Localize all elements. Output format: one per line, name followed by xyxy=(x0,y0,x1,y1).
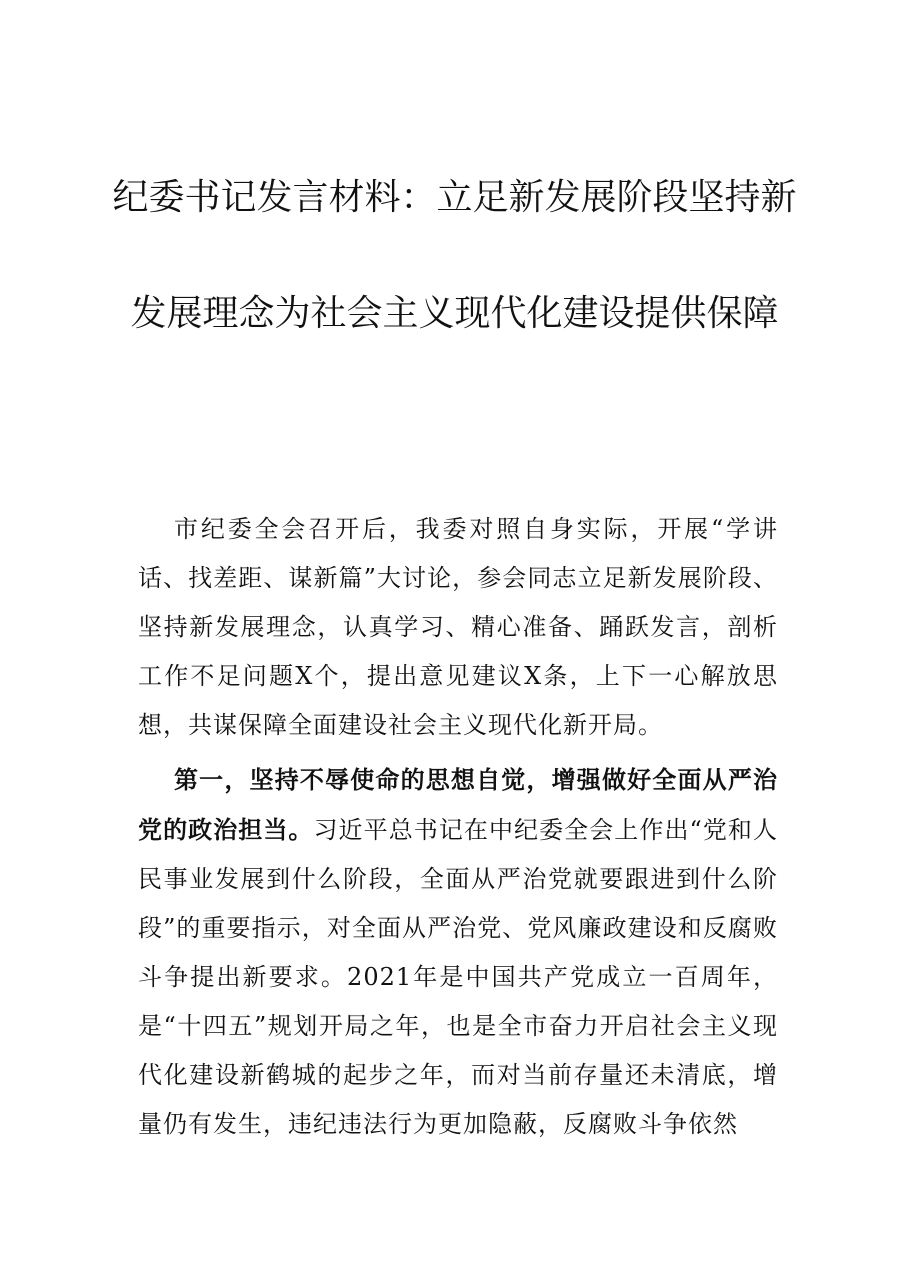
paragraph-text: 市纪委全会召开后，我委对照自身实际，开展“学讲话、找差距、谋新篇”大讨论，参会同志立足新发展阶段、坚持新发展理念，认真学习、精心准备、踊跃发言，剖析工作不足问题X个，提出意见建议X条，上下一心解放思想，共谋保障全面建设社会主义现代化新开局。 xyxy=(138,515,778,739)
body-paragraph-1 xyxy=(138,504,778,750)
paragraph-text: 习近平总书记在中纪委全会上作出“党和人民事业发展到什么阶段，全面从严治党就要跟进到什么阶段”的重要指示，对全面从严治党、党风廉政建设和反腐败斗争提出新要求。2021年是中国共产党成立一百周年，是“十四五”规划开局之年，也是全市奋力开启社会主义现代化建设新鹤城的起步之年，而对当前存量还未清底，增量仍有发生，违纪违法行为更加隐蔽，反腐败斗争依然 xyxy=(138,816,778,1138)
paragraph-lead: 第一，坚持不辱使命的思想自觉，增强做好全面从严治党的政治担当。 xyxy=(138,765,778,844)
body-paragraph-2 xyxy=(138,755,778,1149)
document-title: 纪委书记发言材料：立足新发展阶段坚持新发展理念为社会主义现代化建设提供保障 xyxy=(112,177,797,334)
